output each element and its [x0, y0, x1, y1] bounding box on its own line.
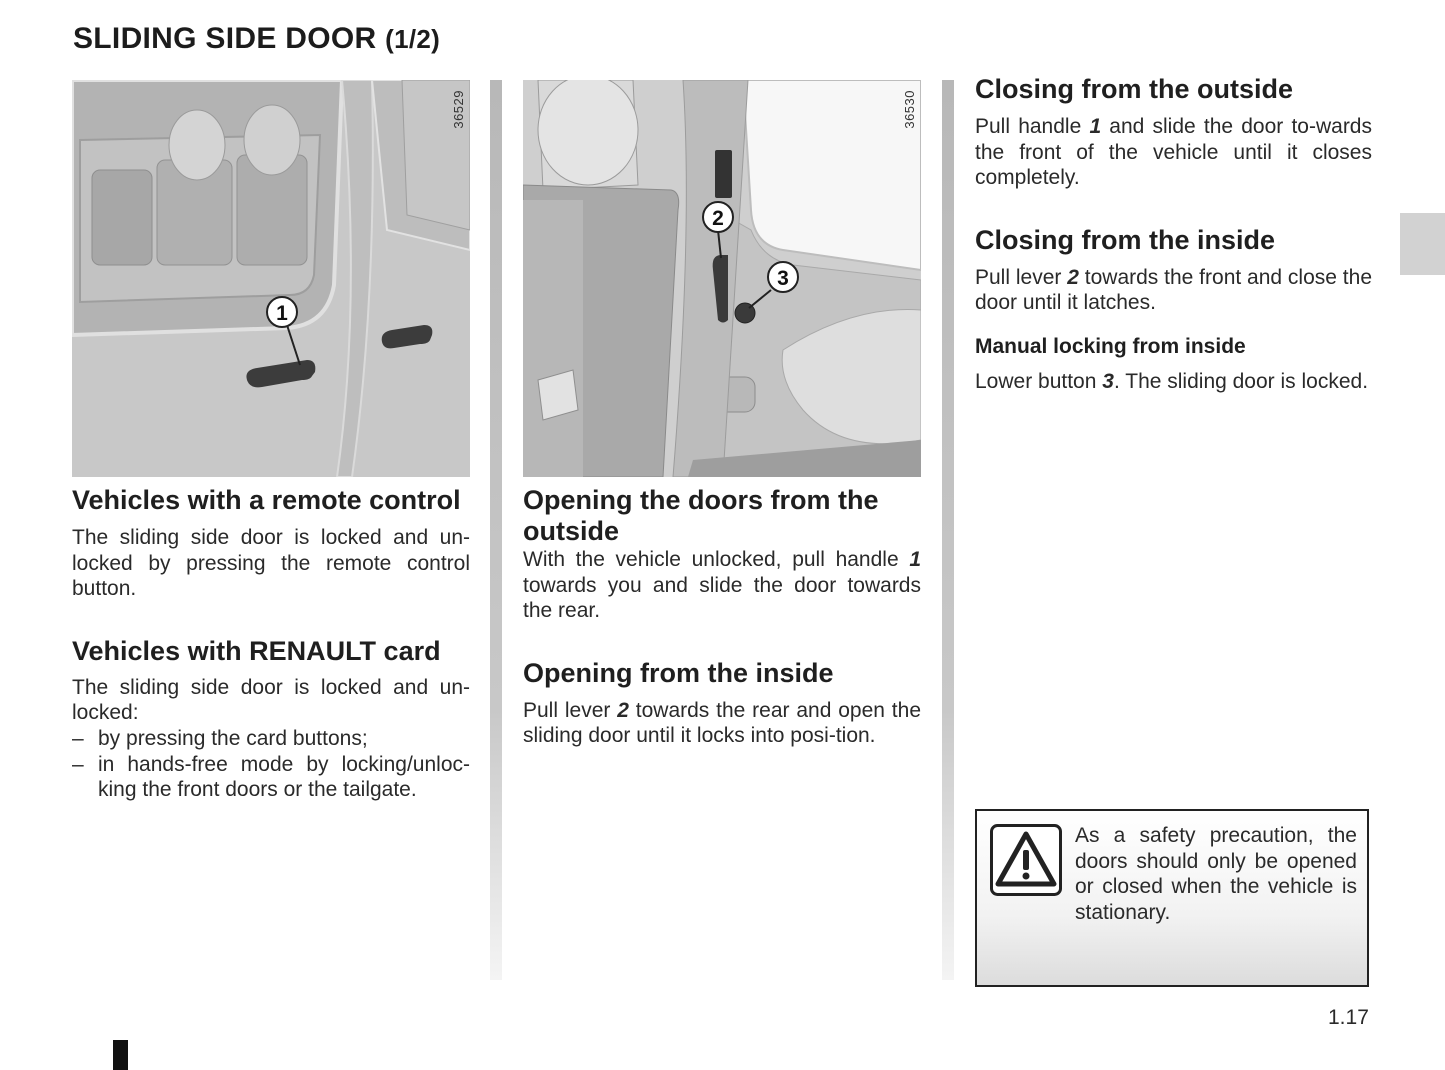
list-dash: –: [72, 752, 84, 776]
section-tab: [1400, 213, 1445, 275]
heading-closing-inside: Closing from the inside: [975, 224, 1276, 255]
callout-1: 1: [276, 302, 288, 325]
figure-door-handle-exterior: [72, 80, 470, 477]
callout-2: 2: [712, 207, 724, 230]
column-divider-2: [942, 80, 954, 980]
page-title: [73, 22, 440, 56]
heading-opening-outside: Opening the doors from the outside: [523, 485, 879, 546]
heading-renault-card: Vehicles with RENAULT card: [72, 635, 441, 666]
text-opening-inside: Pull lever 2 towards the rear and open the sliding door until it locks into posi-tion.: [523, 698, 922, 748]
callout-3: 3: [777, 267, 789, 290]
figure-code: 36529: [451, 90, 466, 129]
safety-warning-text: As a safety precaution, the doors should only be opened or closed when the vehicle is stationary.: [1075, 824, 1357, 924]
heading-opening-inside: Opening from the inside: [523, 657, 834, 688]
list-dash: –: [72, 726, 84, 750]
door-interior-illustration: [523, 80, 921, 477]
heading-closing-outside: Closing from the outside: [975, 74, 1294, 104]
list-item: [72, 752, 470, 803]
safety-warning-box: [975, 809, 1369, 987]
heading-manual-locking: Manual locking from inside: [975, 334, 1246, 358]
figure-door-interior: [523, 80, 921, 477]
text-closing-outside: Pull handle 1 and slide the door to-wards the front of the vehicle until it closes completely.: [975, 115, 1372, 190]
text-opening-outside: With the vehicle unlocked, pull handle 1 towards you and slide the door towards the rear.: [523, 548, 921, 623]
print-mark: [113, 1040, 128, 1070]
page-number: 1.17: [1328, 1006, 1369, 1029]
warning-triangle-icon: [990, 824, 1062, 896]
column-middle: [523, 80, 921, 749]
column-right: [975, 74, 1372, 395]
figure-code: 36530: [902, 90, 917, 129]
column-divider-1: [490, 80, 502, 980]
page-title-text: SLIDING SIDE DOOR: [73, 22, 377, 55]
list-item-text: in hands-free mode by locking/unloc-king the front doors or the tailgate.: [98, 752, 470, 802]
text-renault-card: The sliding side door is locked and un-locked:: [72, 675, 470, 725]
heading-remote-control: Vehicles with a remote control: [72, 485, 461, 515]
text-remote-control: The sliding side door is locked and un-locked by pressing the remote control button.: [72, 526, 470, 601]
text-manual-locking: Lower button 3. The sliding door is locked.: [975, 369, 1369, 393]
list-item-text: by pressing the card buttons;: [98, 726, 368, 750]
list-item: [72, 726, 470, 752]
column-left: [72, 80, 470, 803]
page-title-suffix: (1/2): [385, 24, 441, 54]
text-closing-inside: Pull lever 2 towards the front and close the door until it latches.: [975, 265, 1372, 315]
door-exterior-illustration: [72, 80, 470, 477]
